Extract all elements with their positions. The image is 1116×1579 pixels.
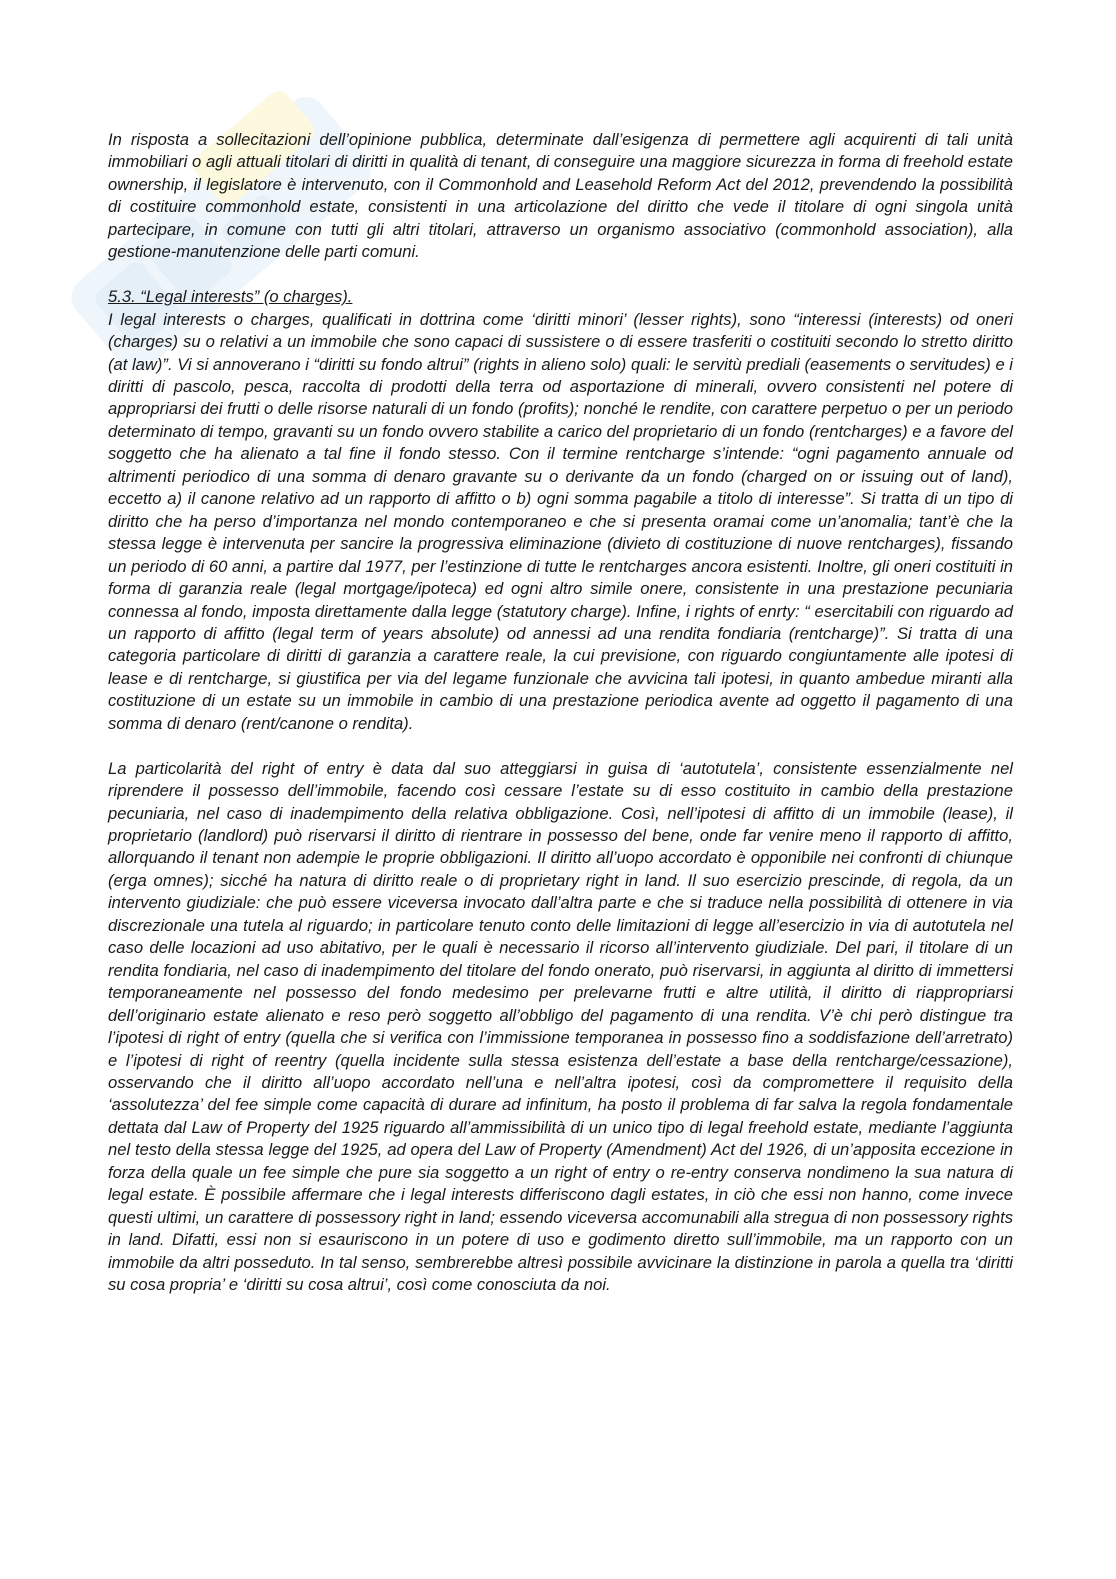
paragraph-right-of-entry: La particolarità del right of entry è data dal suo atteggiarsi in guisa di ‘autotutela’, consistente essenzialmente nel riprendere il possesso dell’immobile, facendo così cessare l’estate su di esso costituito in cambio della prestazione pecuniaria, nel caso di inadempimento della relativa obbligazione. Così, nell’ipotesi di affitto di un immobile (lease), il proprietario (landlord) può riservarsi il diritto di rientrare in possesso del bene, onde far venire meno il rapporto di affitto, allorquando il tenant non adempie le proprie obbligazioni. Il diritto all’uopo accordato è opponibile nei confronti di chiunque (erga omnes); sicché ha natura di diritto reale o di proprietary right in land. Il suo esercizio prescinde, di regola, da un intervento giudiziale: che può essere viceversa invocato dall’altra parte e che si traduce nella possibilità di ottenere in via discrezionale una tutela al riguardo; in particolare tenuto conto delle limitazioni di legge all’esercizio in via di autotutela nel caso delle locazioni ad uso abitativo, per le quali è necessario il ricorso all’intervento giudiziale. Del pari, il titolare di un rendita fondiaria, nel caso di inadempimento del titolare del fondo onerato, può riservarsi, in aggiunta al diritto di immettersi temporaneamente nel possesso del fondo medesimo per prelevarne frutti e altre utilità, il diritto di riappropriarsi dell’originario estate alienato e reso però soggetto all’obbligo del pagamento di una rendita. V’è chi però distingue tra l’ipotesi di right of entry (quella che si verifica con l’immissione temporanea in possesso fino a soddisfazione dell’arretrato) e l’ipotesi di right of reentry (quella incidente sulla stessa esistenza dell’estate a base della rentcharge/cessazione), osservando che il diritto all’uopo accordato nell’una e nell’altra ipotesi, così da compromettere il requisito della ‘assolutezza’ del fee simple come capacità di durare ad infinitum, ha posto il problema di far salva la regola fondamentale dettata dal Law of Property del 1925 riguardo all’ammissibilità di un unico tipo di legal freehold estate, mediante l’aggiunta nel testo della stessa legge del 1925, ad opera del Law of Property (Amendment) Act del 1926, di un’apposita eccezione in forza della quale un fee simple che pure sia soggetto a un right of entry o re-entry conserva nondimeno la sua natura di legal estate. È possibile affermare che i legal interests differiscono dagli estates, in ciò che essi non hanno, come invece questi ultimi, un carattere di possessory right in land; essendo viceversa accomunabili alla stregua di non possessory rights in land. Difatti, essi non si esauriscono in un potere di uso e godimento diretto sull’immobile, ma un rapporto con un immobile da altri posseduto. In tal senso, sembrerebbe altresì possibile avvicinare la distinzione in parola a quella tra ‘diritti su cosa propria’ e ‘diritti su cosa altrui’, così come conosciuta da noi. [108, 758, 1013, 1295]
section-heading: 5.3. “Legal interests” (o charges). [108, 287, 353, 307]
document-body [108, 129, 1013, 1319]
paragraph-legal-interests: I legal interests o charges, qualificati in dottrina come ‘diritti minori’ (lesser rights), sono “interessi (interests) od oneri (charges) su o relativi a un immobile che sono capaci di sussistere o di essere trasferiti o costituiti secondo lo stretto diritto (at law)”. Vi si annoverano i “diritti su fondo altrui” (rights in alieno solo) quali: le servitù prediali (easements o servitudes) e i diritti di pascolo, pesca, raccolta di prodotti della terra od asportazione di minerali, ovvero consistenti nel potere di appropriarsi dei frutti o delle risorse naturali di un fondo (profits); nonché le rendite, con carattere perpetuo o per un periodo determinato di tempo, gravanti su un fondo ovvero stabilite a carico del proprietario di un fondo (rentcharges) e a favore del soggetto che ha alienato a tal fine il fondo stesso. Con il termine rentcharge s’intende: “ogni pagamento annuale od altrimenti periodico di una somma di denaro gravante su o derivante da un fondo (charged on or issuing out of land), eccetto a) il canone relativo ad un rapporto di affitto o b) ogni somma pagabile a titolo di interesse”. Si tratta di un tipo di diritto che ha perso d’importanza nel mondo contemporaneo e che si presenta oramai come un’anomalia; tant’è che la stessa legge è intervenuta per sancire la progressiva eliminazione (divieto di costituzione di nuove rentcharges), fissando un periodo di 60 anni, a partire dal 1977, per l’estinzione di tutte le rentcharges ancora esistenti. Inoltre, gli oneri costituiti in forma di garanzia reale (legal mortgage/ipoteca) ed ogni altro simile onere, consistente in una prestazione pecuniaria connessa al fondo, imposta direttamente dalla legge (statutory charge). Infine, i rights of enrty: “ esercitabili con riguardo ad un rapporto di affitto (legal term of years absolute) od annessi ad una rendita fondiaria (rentcharge)”. Si tratta di una categoria particolare di diritti di garanzia a carattere reale, la cui previsione, con riguardo congiuntamente alle ipotesi di lease e di rentcharge, si giustifica per via del legame funzionale che avvicina tali ipotesi, in quanto ambedue miranti alla costituzione di un estate su un immobile in cambio di una prestazione periodica avente ad oggetto il pagamento di una somma di denaro (rent/canone o rendita). [108, 309, 1013, 733]
paragraph-intro: In risposta a sollecitazioni dell’opinione pubblica, determinate dall’esigenza di permettere agli acquirenti di tali unità immobiliari o agli attuali titolari di diritti in qualità di tenant, di conseguire una maggiore sicurezza in forma di freehold estate ownership, il legislatore è intervenuto, con il Commonhold and Leasehold Reform Act del 2012, prevendendo la possibilità di costituire commonhold estate, consistenti in una articolazione del diritto che vede il titolare di ogni singola unità partecipare, in comune con tutti gli altri titolari, attraverso un organismo associativo (commonhold association), alla gestione-manutenzione delle parti comuni. [108, 130, 1013, 262]
section-5-3 [108, 286, 1013, 735]
